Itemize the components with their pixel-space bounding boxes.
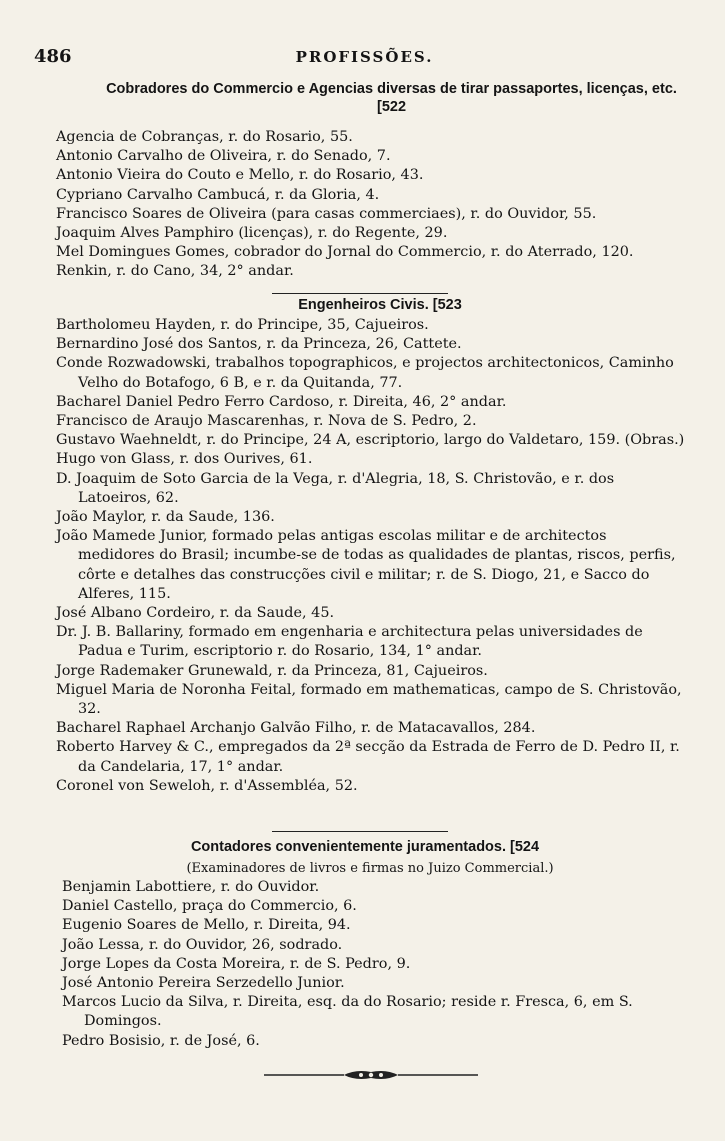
list-item: Dr. J. B. Ballariny, formado em engenharia e architectura pelas universidades de Padua e Turim, escriptorio r. do Rosario, 134, 1° andar. bbox=[56, 624, 643, 660]
list-item: Antonio Vieira do Couto e Mello, r. do Rosario, 43. bbox=[56, 167, 424, 184]
list-item: Benjamin Labottiere, r. do Ouvidor. bbox=[62, 879, 320, 895]
list-item: Marcos Lucio da Silva, r. Direita, esq. da do Rosario; reside r. Fresca, 6, em S. Domingos. bbox=[62, 994, 633, 1030]
page-number: 486 bbox=[34, 46, 72, 67]
list-item: Daniel Castello, praça do Commercio, 6. bbox=[62, 898, 357, 915]
page-header bbox=[34, 46, 695, 70]
list-item: João Maylor, r. da Saude, 136. bbox=[56, 509, 275, 526]
list-item: Renkin, r. do Cano, 34, 2° andar. bbox=[56, 263, 294, 280]
list-item: D. Joaquim de Soto Garcia de la Vega, r. d'Alegria, 18, S. Christovão, e r. dos Latoeiros, 62. bbox=[56, 470, 615, 506]
list-item: João Lessa, r. do Ouvidor, 26, sodrado. bbox=[62, 936, 343, 953]
list-item: Pedro Bosisio, r. de José, 6. bbox=[62, 1032, 260, 1049]
running-head: PROFISSÕES. bbox=[295, 48, 434, 66]
list-item: Eugenio Soares de Mello, r. Direita, 94. bbox=[62, 917, 351, 934]
section-entries-contadores bbox=[62, 878, 685, 1051]
list-item: João Mamede Junior, formado pelas antigas escolas militar e de architectos medidores do Brasil; incumbe-se de todas as qualidades de plantas, riscos, perfis, côrte e detalhes das construcções civil e militar; r. de S. Diogo, 21, e Sacco do Alferes, 115. bbox=[56, 528, 676, 602]
list-item: Coronel von Seweloh, r. d'Assembléa, 52. bbox=[56, 777, 358, 794]
section-divider bbox=[272, 293, 448, 294]
list-item: Conde Rozwadowski, trabalhos topographicos, e projectos architectonicos, Caminho Velho do Botafogo, 6 B, e r. da Quitanda, 77. bbox=[56, 355, 674, 391]
list-item: Hugo von Glass, r. dos Ourives, 61. bbox=[56, 451, 313, 468]
end-ornament-icon bbox=[264, 1066, 478, 1084]
list-item: Cypriano Carvalho Cambucá, r. da Gloria, 4. bbox=[56, 186, 380, 203]
list-item: José Albano Cordeiro, r. da Saude, 45. bbox=[56, 605, 335, 622]
list-item: Jorge Rademaker Grunewald, r. da Princeza, 81, Cajueiros. bbox=[56, 662, 488, 679]
list-item: Gustavo Waehneldt, r. do Principe, 24 A, escriptorio, largo do Valdetaro, 159. (Obras.) bbox=[56, 432, 685, 449]
list-item: Bernardino José dos Santos, r. da Princeza, 26, Cattete. bbox=[56, 336, 462, 353]
list-item: José Antonio Pereira Serzedello Junior. bbox=[62, 975, 345, 992]
list-item: Bartholomeu Hayden, r. do Principe, 35, Cajueiros. bbox=[56, 317, 429, 333]
list-item: Bacharel Raphael Archanjo Galvão Filho, r. de Matacavallos, 284. bbox=[56, 720, 536, 737]
list-item: Antonio Carvalho de Oliveira, r. do Senado, 7. bbox=[56, 148, 391, 165]
list-item: Roberto Harvey & C., empregados da 2ª secção da Estrada de Ferro de D. Pedro II, r. da Candelaria, 17, 1° andar. bbox=[56, 739, 680, 775]
list-item: Francisco Soares de Oliveira (para casas commerciaes), r. do Ouvidor, 55. bbox=[56, 205, 597, 222]
list-item: Bacharel Daniel Pedro Ferro Cardoso, r. Direita, 46, 2° andar. bbox=[56, 393, 507, 410]
section-subtitle-contadores: (Examinadores de livros e firmas no Juizo Commercial.) bbox=[186, 861, 554, 876]
section-divider bbox=[272, 831, 448, 832]
list-item: Jorge Lopes da Costa Moreira, r. de S. Pedro, 9. bbox=[62, 955, 411, 972]
section-entries-engenheiros bbox=[56, 316, 685, 796]
list-item: Miguel Maria de Noronha Feital, formado em mathematicas, campo de S. Christovão, 32. bbox=[56, 681, 682, 718]
section-title-engenheiros: Engenheiros Civis. [523 bbox=[298, 297, 462, 313]
list-item: Francisco de Araujo Mascarenhas, r. Nova de S. Pedro, 2. bbox=[56, 413, 477, 430]
list-item: Agencia de Cobranças, r. do Rosario, 55. bbox=[56, 129, 353, 145]
section-title-cobradores: Cobradores do Commercio e Agencias diversas de tirar passaportes, licenças, etc. [522 bbox=[106, 81, 677, 115]
section-title-contadores: Contadores convenientemente juramentados. [524 bbox=[190, 839, 540, 855]
list-item: Mel Domingues Gomes, cobrador do Jornal do Commercio, r. do Aterrado, 120. bbox=[56, 244, 634, 261]
section-entries-cobradores bbox=[56, 128, 685, 282]
list-item: Joaquim Alves Pamphiro (licenças), r. do Regente, 29. bbox=[56, 225, 448, 242]
